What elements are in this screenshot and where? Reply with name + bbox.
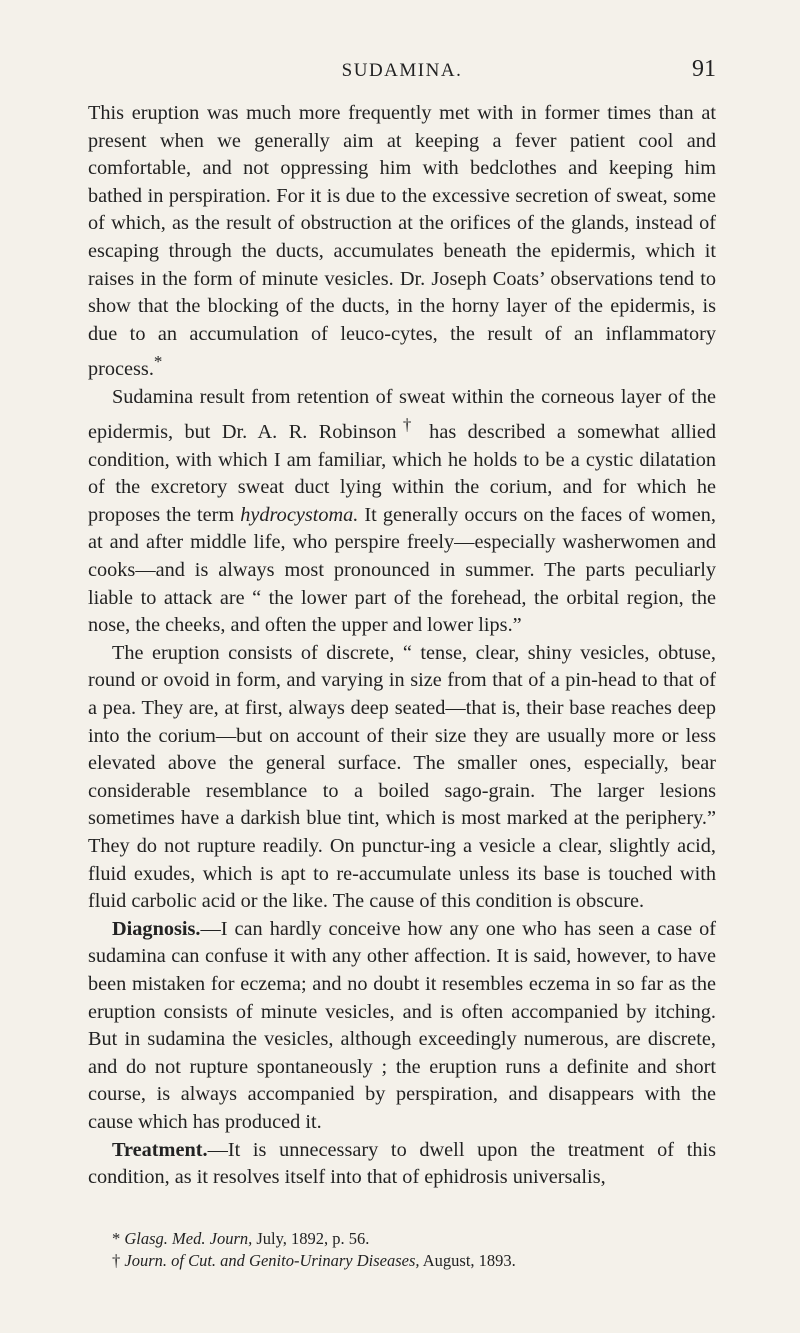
treatment-heading: Treatment. <box>112 1138 208 1161</box>
paragraph-2 <box>88 384 716 640</box>
footnotes <box>88 1228 716 1272</box>
treatment-text: —It is unnecessary to dwell upon the treatment of this condition, as it resolves itself into that of ephidrosis universalis, <box>88 1138 716 1189</box>
paragraph-3: The eruption consists of discrete, “ tense, clear, shiny vesicles, obtuse, round or ovoid in form, and varying in size from that of a pin-head to that of a pea. They are, at first, always deep seated—that is, their base reaches deep into the corium—but on account of their size they are usually more or less elevated above the general surface. The smaller ones, especially, bear considerable resemblance to a boiled sago-grain. The larger lesions sometimes have a darkish blue tint, which is most marked at the periphery.” They do not rupture readily. On punctur-ing a vesicle a clear, slightly acid, fluid exudes, which is apt to re-accumulate unless its base is touched with fluid carbolic acid or the like. The cause of this condition is obscure. <box>88 641 716 913</box>
paragraph-2-text-b: has described a somewhat allied condition, with which I am familiar, which he holds to be a cystic dilatation of the excretory sweat duct lying within the corium, and for which he proposes the term <box>88 421 717 526</box>
footnote-ref-2: † <box>396 415 418 435</box>
paragraph-treatment <box>88 1137 716 1192</box>
paragraph-diagnosis <box>88 916 716 1137</box>
paragraph-1 <box>88 100 716 384</box>
footnote-2-details: August, 1893. <box>419 1251 516 1270</box>
body-text <box>88 100 716 1192</box>
paragraph-1-text: This eruption was much more frequently met with in former times than at present when we generally aim at keeping a fever patient cool and comfortable, and not oppressing him with bedclothes and keeping him bathed in perspiration. For it is due to the excessive secretion of sweat, some of which, as the result of obstruction at the orifices of the glands, instead of escaping through the ducts, accumulates beneath the epidermis, which it raises in the form of minute vesicles. Dr. Joseph Coats’ observations tend to show that the blocking of the ducts, in the horny layer of the epidermis, is due to an accumulation of leuco-cytes, the result of an inflammatory process. <box>88 102 716 381</box>
footnote-2 <box>88 1250 716 1272</box>
footnote-1-source: Glasg. Med. Journ, <box>124 1229 253 1248</box>
diagnosis-heading: Diagnosis. <box>112 917 201 940</box>
footnote-1 <box>88 1228 716 1250</box>
footnote-2-mark: † <box>112 1251 125 1270</box>
page-header <box>88 56 716 86</box>
footnote-1-details: July, 1892, p. 56. <box>252 1229 370 1248</box>
footnote-1-mark: * <box>112 1229 125 1248</box>
running-head: SUDAMINA. <box>341 60 463 81</box>
footnote-ref-1: * <box>153 352 163 372</box>
diagnosis-text: —I can hardly conceive how any one who has seen a case of sudamina can confuse it with any other affection. It is said, however, to have been mistaken for eczema; and no doubt it resembles eczema in so far as the eruption consists of minute vesicles, and is often accompanied by itching. But in sudamina the vesicles, although exceedingly numerous, are discrete, and do not rupture spontaneously ; the eruption runs a definite and short course, is always accompanied by perspiration, and disappears with the cause which has produced it. <box>88 917 716 1133</box>
page-number: 91 <box>692 56 716 82</box>
footnote-2-source: Journ. of Cut. and Genito-Urinary Diseases, <box>124 1251 420 1270</box>
paragraph-2-text-a: Sudamina result from retention of sweat within the corneous layer of the epidermis, but Dr. A. R. Robinson <box>88 385 716 444</box>
term-hydrocystoma: hydrocystoma. <box>240 503 359 526</box>
paragraph-2-text-c: It generally occurs on the faces of women, at and after middle life, who perspire freely—especially washerwomen and cooks—and is always most pronounced in summer. The parts peculiarly liable to attack are “ the lower part of the forehead, the orbital region, the nose, the cheeks, and often the upper and lower lips.” <box>88 503 716 637</box>
